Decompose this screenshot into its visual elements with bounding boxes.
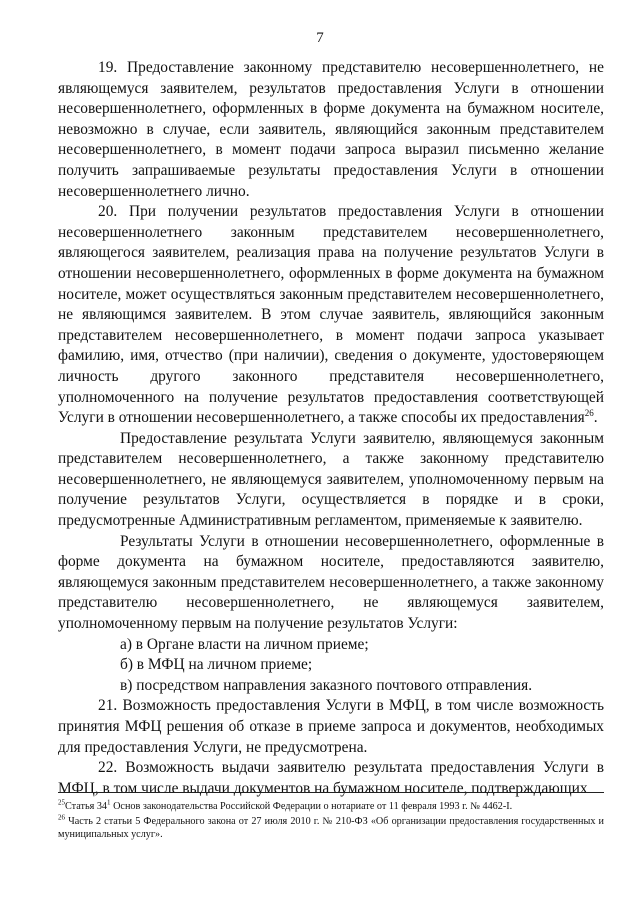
footnote-25: [58, 800, 604, 813]
page-number: 7: [316, 30, 324, 46]
document-body: [58, 58, 604, 799]
footnote-26: [58, 815, 604, 841]
list-item-c: в) посредством направления заказного почтового отправления.: [120, 676, 533, 694]
footnote-25-sup: 1: [107, 798, 111, 807]
footnote-26-text: Часть 2 статьи 5 Федерального закона от 27 июля 2010 г. № 210-ФЗ «Об организации предоставления государственных и муниципальных услуг».: [58, 816, 604, 840]
footnotes: [58, 800, 604, 843]
footnote-25-text-a: Статья 34: [65, 801, 108, 812]
paragraph-21: 21. Возможность предоставления Услуги в МФЦ, в том числе возможность принятия МФЦ решения об отказе в приеме запроса и документов, необходимых для предоставления Услуги, не предусмотрена.: [58, 697, 604, 756]
footnote-marker-26: 26: [58, 813, 65, 822]
paragraph-20-text: 20. При получении результатов предоставления Услуги в отношении несовершеннолетнего законным представителем несовершеннолетнего, являющегося заявителем, реализация права на получение результатов Услуги в отношении несовершеннолетнего, оформленных в форме документа на бумажном носителе, может осуществляться законным представителем несовершеннолетнего, не являющимся заявителем. В этом случае заявитель, являющийся законным представителем несовершеннолетнего, в момент подачи запроса указывает фамилию, имя, отчество (при наличии), сведения о документе, удостоверяющем личность другого законного представителя несовершеннолетнего, уполномоченного на получение результатов предоставления соответствующей Услуги в отношении несовершеннолетнего, а также способы их предоставления: [58, 203, 604, 427]
paragraph-results-paper: Результаты Услуги в отношении несовершеннолетнего, оформленные в форме документа на бумажном носителе, предоставляются заявителю, являющемуся законным представителем несовершеннолетнего, а также законному представителю несовершеннолетнего, не являющемуся заявителем, уполномоченному первым на получение результатов Услуги:: [58, 532, 604, 633]
footnote-divider: [58, 792, 604, 793]
footnote-reference-26: 26: [584, 407, 594, 418]
list-item-b: б) в МФЦ на личном приеме;: [120, 656, 313, 674]
paragraph-20: [58, 202, 604, 429]
paragraph-19: 19. Предоставление законному представителю несовершеннолетнего, не являющемуся заявителем, результатов предоставления Услуги в отношении несовершеннолетнего, оформленных в форме документа на бумажном носителе, невозможно в случае, если заявитель, являющийся законным представителем несовершеннолетнего, в момент подачи запроса выразил письменно желание получить запрашиваемые результаты предоставления Услуги в отношении несовершеннолетнего лично.: [58, 59, 604, 200]
list-item-a: а) в Органе власти на личном приеме;: [120, 635, 369, 653]
footnote-25-text-b: Основ законодательства Российской Федерации о нотариате от 11 февраля 1993 г. № 4462-I.: [110, 801, 513, 812]
paragraph-20-end: .: [593, 409, 598, 427]
paragraph-22: 22. Возможность выдачи заявителю результата предоставления Услуги в МФЦ, в том числе выдачи документов на бумажном носителе, подтверждающих: [58, 759, 604, 797]
footnote-marker-25: 25: [58, 798, 65, 807]
paragraph-result-delivery: Предоставление результата Услуги заявителю, являющемуся законным представителем несовершеннолетнего, а также законному представителю несовершеннолетнего, не являющемуся заявителем, уполномоченному первым на получение результатов Услуги, осуществляется в порядке и в сроки, предусмотренные Административным регламентом, применяемые к заявителю.: [58, 429, 604, 530]
